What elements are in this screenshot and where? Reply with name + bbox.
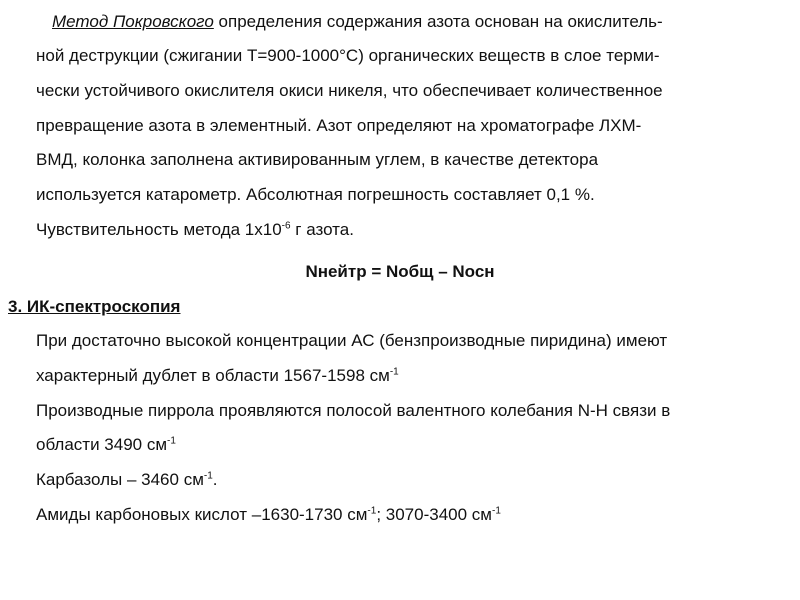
section-heading: 3. ИК-спектроскопия — [8, 297, 181, 316]
para3-line1: Производные пиррола проявляются полосой валентного колебания N-H связи в — [36, 401, 671, 420]
para2-line2 — [36, 366, 399, 386]
para1-line1-text: определения содержания азота основан на окислитель- — [213, 12, 663, 31]
amides-exponent-2: -1 — [491, 505, 501, 517]
pyrrole-band-exponent: -1 — [167, 435, 176, 447]
carbazole-text: Карбазолы – 3460 см — [36, 470, 204, 489]
sensitivity-text: Чувствительность метода 1x10 — [36, 220, 282, 239]
para1-line1 — [52, 12, 663, 32]
para1-line4: превращение азота в элементный. Азот определяют на хроматографе ЛХМ- — [36, 116, 642, 135]
pyridine-band-text: характерный дублет в области 1567-1598 см — [36, 366, 390, 385]
nitrogen-formula: Nнейтр = Nобщ – Nосн — [305, 262, 495, 281]
amides-range-2: ; 3070-3400 см — [376, 505, 492, 524]
method-name: Метод Покровского — [52, 12, 214, 31]
para1-line6: используется катарометр. Абсолютная погрешность составляет 0,1 %. — [36, 185, 595, 204]
para1-line3: чески устойчивого окислителя окиси никеля, что обеспечивает количественное — [36, 81, 663, 100]
pyrrole-band-text: области 3490 см — [36, 435, 168, 454]
pyridine-band-exponent: -1 — [389, 366, 399, 378]
para1-line2: ной деструкции (сжигании Т=900-1000°С) органических веществ в слое терми- — [36, 46, 660, 65]
para3-line2 — [36, 435, 176, 455]
amides-exponent-1: -1 — [367, 505, 377, 517]
sensitivity-exponent: -6 — [281, 220, 291, 232]
para2-line1: При достаточно высокой концентрации АС (бензпроизводные пиридина) имеют — [36, 331, 668, 350]
carbazole-period: . — [212, 470, 218, 489]
para1-line7 — [36, 220, 354, 240]
carbazole-line — [36, 470, 218, 490]
carbazole-exponent: -1 — [203, 470, 213, 482]
para1-line5: ВМД, колонка заполнена активированным углем, в качестве детектора — [36, 150, 599, 169]
sensitivity-unit: г азота. — [290, 220, 354, 239]
amides-line — [36, 505, 501, 525]
amides-text: Амиды карбоновых кислот –1630-1730 см — [36, 505, 368, 524]
